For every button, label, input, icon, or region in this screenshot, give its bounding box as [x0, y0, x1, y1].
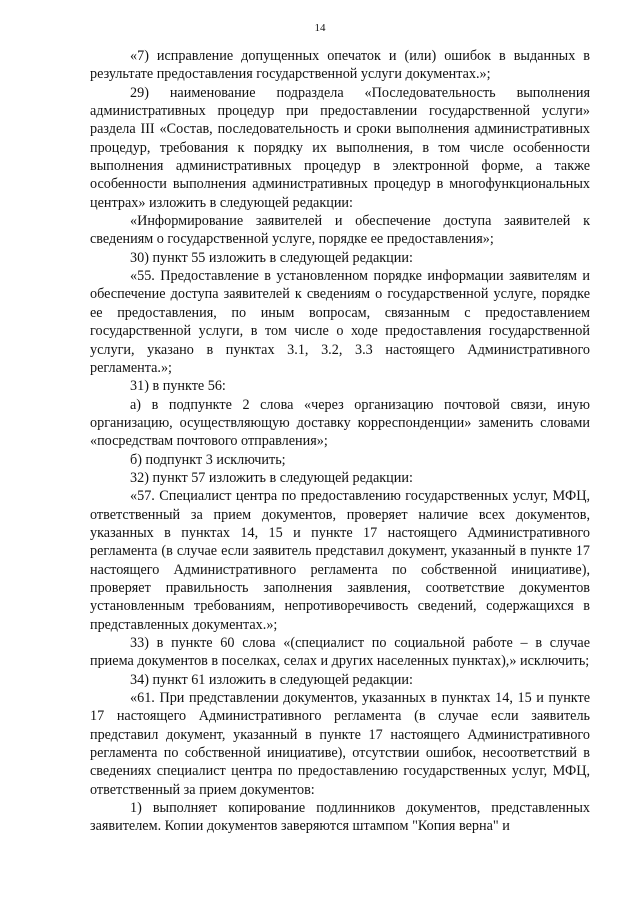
page-number: 14 [314, 22, 326, 34]
paragraph: 31) в пункте 56: [130, 378, 226, 395]
paragraph: «57. Специалист центра по предоставлению государственных услуг, МФЦ, ответственный за прием документов, проверяет наличие всех документов, указанных в пунктах 14, 15 и пункте 17 настоящего Административного регламента (в случае если заявитель представил документ, указанный в пункте 17 настоящего Административного регламента по собственной инициативе), проверяет правильность заполнения заявления, соответствие документов установленным требованиям, непротиворечивость сведений, содержащихся в представленных документах.»; [90, 488, 590, 633]
paragraph: «61. При представлении документов, указанных в пунктах 14, 15 и пункте 17 настоящего Административного регламента (в случае если заявитель представил документ, указанный в пункте 17 настоящего Административного регламента по собственной инициативе), отсутствии ошибок, несоответствий в сведениях специалист центра по предоставлению государственных услуг, МФЦ, ответственный за прием документов: [90, 690, 590, 798]
document-body [90, 47, 590, 836]
paragraph: а) в подпункте 2 слова «через организацию почтовой связи, иную организацию, осуществляющую доставку корреспонденции» заменить словами «посредствам почтового отправления»; [90, 396, 590, 450]
paragraph: «7) исправление допущенных опечаток и (или) ошибок в выданных в результате предоставления государственной услуги документах.»; [90, 48, 590, 83]
paragraph: б) подпункт 3 исключить; [130, 451, 286, 468]
paragraph: «Информирование заявителей и обеспечение доступа заявителей к сведениям о государственной услуге, порядке ее предоставления»; [90, 213, 590, 248]
paragraph: 29) наименование подраздела «Последовательность выполнения административных процедур при предоставлении государственной услуги» раздела III «Состав, последовательность и сроки выполнения административных процедур, требования к порядку их выполнения, в том числе особенности выполнения административных процедур в электронной форме, а также особенности выполнения административных процедур в многофункциональных центрах» изложить в следующей редакции: [90, 84, 590, 211]
paragraph: 1) выполняет копирование подлинников документов, представленных заявителем. Копии документов заверяются штампом "Копия верна" и [90, 800, 590, 835]
paragraph: 33) в пункте 60 слова «(специалист по социальной работе – в случае приема документов в поселках, селах и других населенных пунктах),» исключить; [90, 635, 590, 670]
paragraph: 34) пункт 61 изложить в следующей редакции: [130, 671, 413, 688]
paragraph: 30) пункт 55 изложить в следующей редакции: [130, 249, 413, 266]
paragraph: 32) пункт 57 изложить в следующей редакции: [130, 469, 413, 486]
paragraph: «55. Предоставление в установленном порядке информации заявителям и обеспечение доступа заявителей к сведениям о государственной услуге, порядке ее предоставления, по иным вопросам, связанным с предоставлением государственной услуги, в том числе о ходе предоставления государственной услуги, указано в пунктах 3.1, 3.2, 3.3 настоящего Административного регламента.»; [90, 268, 590, 376]
